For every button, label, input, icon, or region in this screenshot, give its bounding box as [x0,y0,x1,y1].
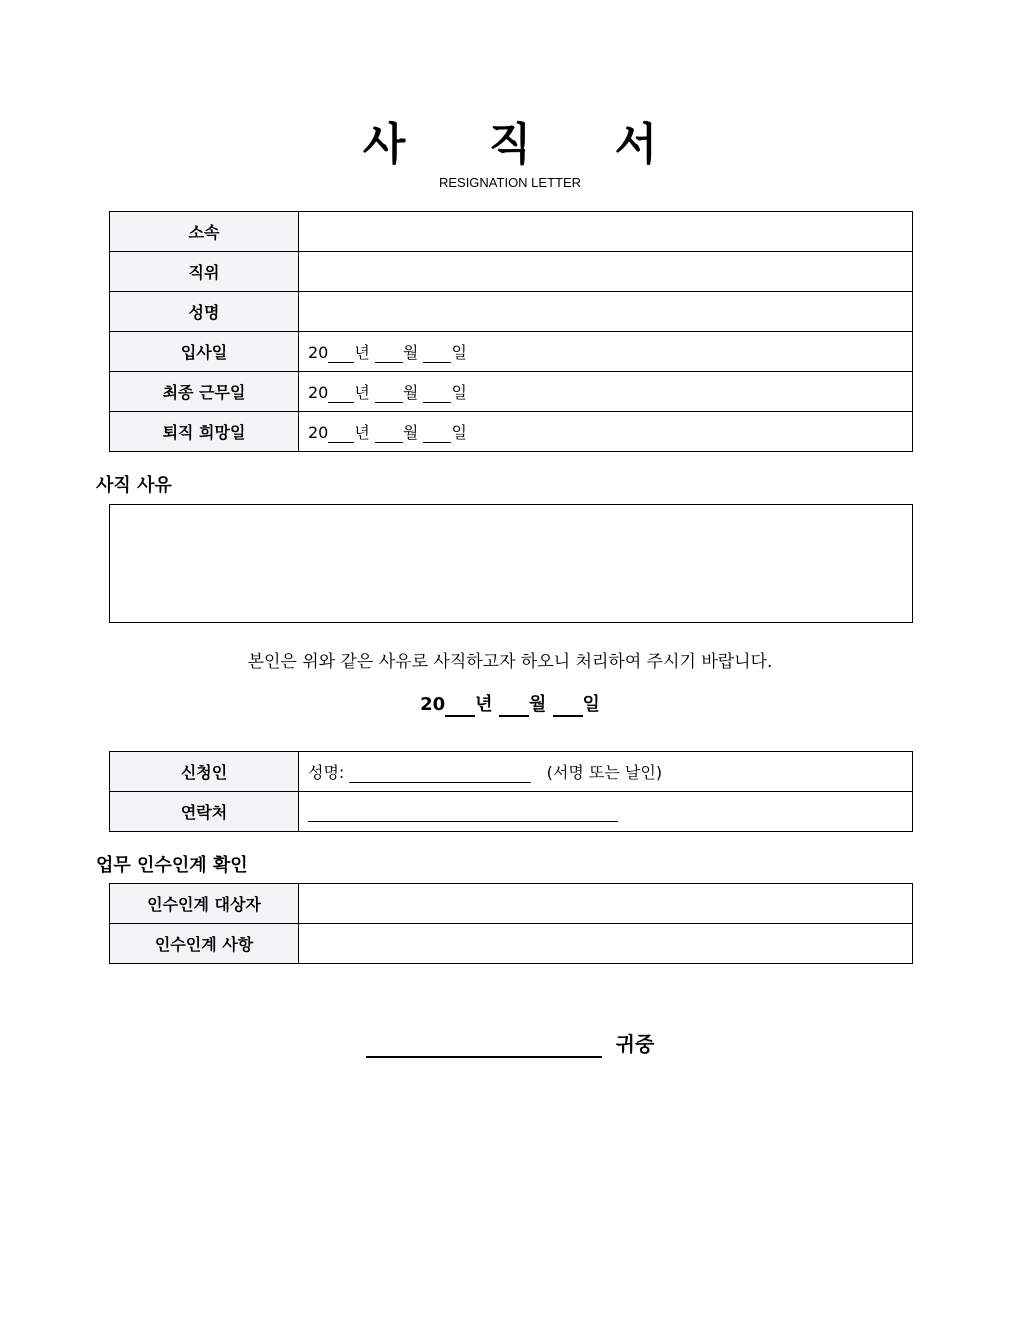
position-field[interactable] [299,252,913,292]
handover-heading: 업무 인수인계 확인 [96,855,248,876]
table-row [110,924,913,964]
submission-date: 20 년 월 일 [420,694,600,715]
hire-date-field[interactable]: 20 년 월 일 [299,332,913,372]
table-row [110,292,913,332]
month-blank[interactable] [499,694,529,717]
document-title: 사 직 서 [362,119,692,170]
year-blank[interactable] [328,383,354,403]
hire-date-label: 입사일 [110,332,299,372]
table-row [110,752,913,792]
day-blank[interactable] [423,343,451,363]
applicant-signature-field[interactable]: 성명: (서명 또는 날인) [299,752,913,792]
last-work-date-field[interactable]: 20 년 월 일 [299,372,913,412]
affiliation-field[interactable] [299,212,913,252]
contact-blank[interactable] [308,802,618,822]
year-blank[interactable] [328,423,354,443]
reason-textarea[interactable] [109,504,913,623]
table-row [110,252,913,292]
document-subtitle: RESIGNATION LETTER [438,175,582,190]
table-row [110,884,913,924]
addressee-line [0,1028,1020,1058]
table-row [110,332,913,372]
table-row [110,212,913,252]
handover-recipient-label: 인수인계 대상자 [110,884,299,924]
addressee-suffix: 귀중 [615,1032,655,1056]
year-blank[interactable] [445,694,475,717]
month-blank[interactable] [375,423,403,443]
month-blank[interactable] [375,343,403,363]
table-row [110,372,913,412]
affiliation-label: 소속 [110,212,299,252]
desired-resignation-date-field[interactable]: 20 년 월 일 [299,412,913,452]
sign-note: (서명 또는 날인) [546,763,663,782]
day-blank[interactable] [423,383,451,403]
desired-resignation-date-label: 퇴직 희망일 [110,412,299,452]
day-blank[interactable] [553,694,583,717]
recipient-blank[interactable] [366,1032,602,1058]
resignation-statement: 본인은 위와 같은 사유로 사직하고자 하오니 처리하여 주시기 바랍니다. [247,652,773,672]
table-row [110,792,913,832]
contact-label: 연락처 [110,792,299,832]
applicant-label: 신청인 [110,752,299,792]
name-field[interactable] [299,292,913,332]
table-row [110,412,913,452]
month-blank[interactable] [375,383,403,403]
handover-items-label: 인수인계 사항 [110,924,299,964]
handover-items-field[interactable] [299,924,913,964]
handover-recipient-field[interactable] [299,884,913,924]
contact-field[interactable] [299,792,913,832]
reason-heading: 사직 사유 [96,475,172,496]
year-blank[interactable] [328,343,354,363]
handover-table [109,883,913,964]
personal-info-table [109,211,913,452]
name-label: 성명 [110,292,299,332]
signature-blank[interactable] [349,763,531,783]
position-label: 직위 [110,252,299,292]
applicant-table [109,751,913,832]
last-work-date-label: 최종 근무일 [110,372,299,412]
day-blank[interactable] [423,423,451,443]
